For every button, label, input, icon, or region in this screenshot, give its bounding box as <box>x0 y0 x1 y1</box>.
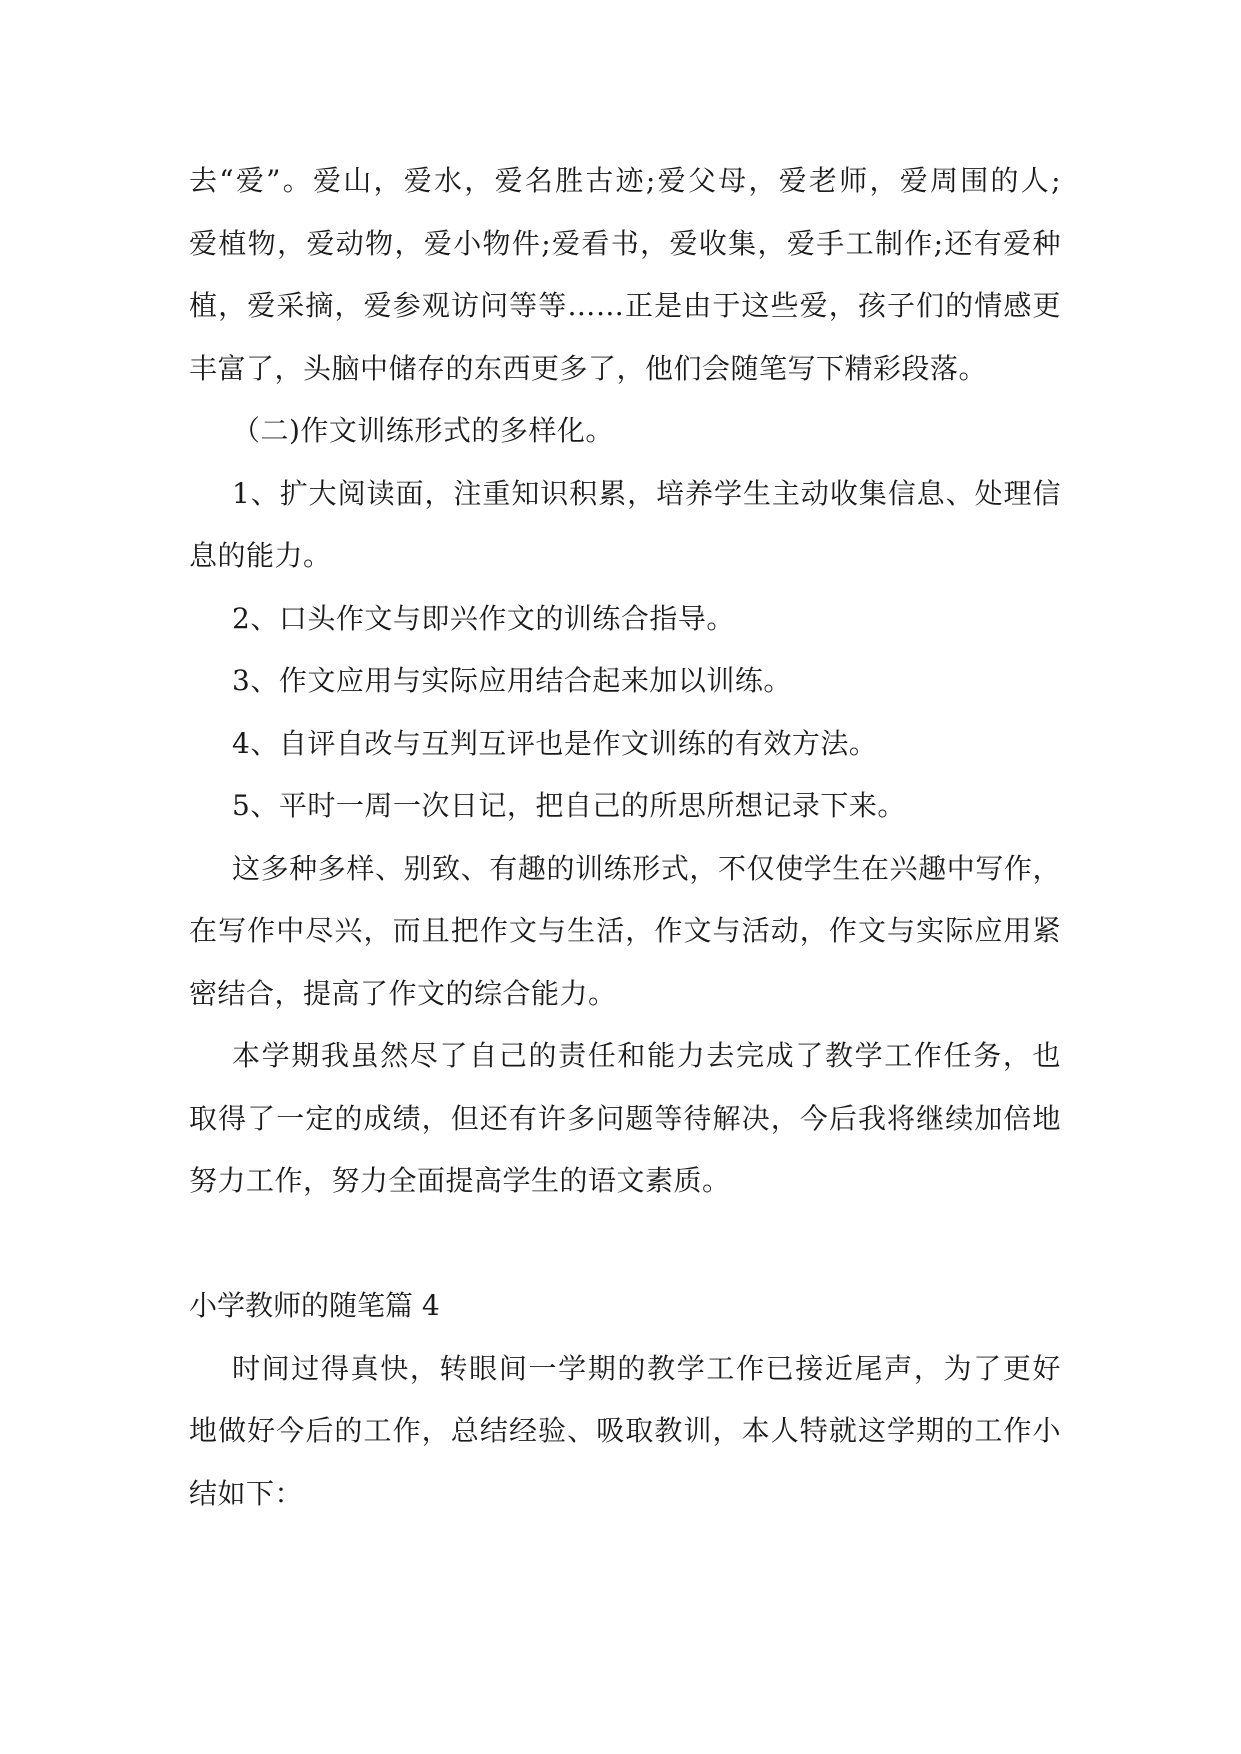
document-page <box>189 150 1061 1525</box>
section-two-title: （二)作文训练形式的多样化。 <box>232 414 614 447</box>
text-line: 时间过得真快，转眼间一学期的教学工作已接近尾声，为了更好 <box>232 1351 1061 1385</box>
text-line: 丰富了，头脑中储存的东西更多了，他们会随笔写下精彩段落。 <box>189 351 988 385</box>
list-item-5: 5、平时一周一次日记，把自己的所思所想记录下来。 <box>232 789 906 822</box>
text-line: 在写作中尽兴，而且把作文与生活，作文与活动，作文与实际应用紧 <box>189 914 1061 947</box>
text-line: 息的能力。 <box>189 539 332 572</box>
text-line: 地做好今后的工作，总结经验、吸取教训，本人特就这学期的工作小 <box>189 1414 1061 1447</box>
list-item-2: 2、口头作文与即兴作文的训练合指导。 <box>232 601 735 635</box>
text-line: 密结合，提高了作文的综合能力。 <box>189 976 617 1010</box>
list-item-1 <box>189 463 1061 588</box>
section-4-title: 小学教师的随笔篇 4 <box>189 1289 440 1322</box>
text-line: 本学期我虽然尽了自己的责任和能力去完成了教学工作任务，也 <box>232 1039 1061 1072</box>
paragraph-time <box>189 1338 1061 1526</box>
paragraph-semester <box>189 1025 1061 1213</box>
paragraph-forms <box>189 838 1061 1026</box>
text-line: 结如下： <box>189 1476 304 1510</box>
text-line: 取得了一定的成绩，但还有许多问题等待解决，今后我将继续加倍地 <box>189 1101 1061 1135</box>
text-line: 去“爱”。爱山，爱水，爱名胜古迹;爱父母，爱老师，爱周围的人; <box>189 164 1061 197</box>
text-line: 植，爱采摘，爱参观访问等等……正是由于这些爱，孩子们的情感更 <box>189 289 1061 322</box>
section-spacer <box>189 1213 1061 1276</box>
text-line: 爱植物，爱动物，爱小物件;爱看书，爱收集，爱手工制作;还有爱种 <box>189 226 1061 260</box>
text-line: 这多种多样、别致、有趣的训练形式，不仅使学生在兴趣中写作， <box>232 851 1061 885</box>
text-line: 1、扩大阅读面，注重知识积累，培养学生主动收集信息、处理信 <box>232 476 1061 510</box>
list-item-4: 4、自评自改与互判互评也是作文训练的有效方法。 <box>232 726 878 760</box>
text-line: 努力工作，努力全面提高学生的语文素质。 <box>189 1164 731 1197</box>
paragraph-love <box>189 150 1061 400</box>
list-item-3: 3、作文应用与实际应用结合起来加以训练。 <box>232 664 792 697</box>
